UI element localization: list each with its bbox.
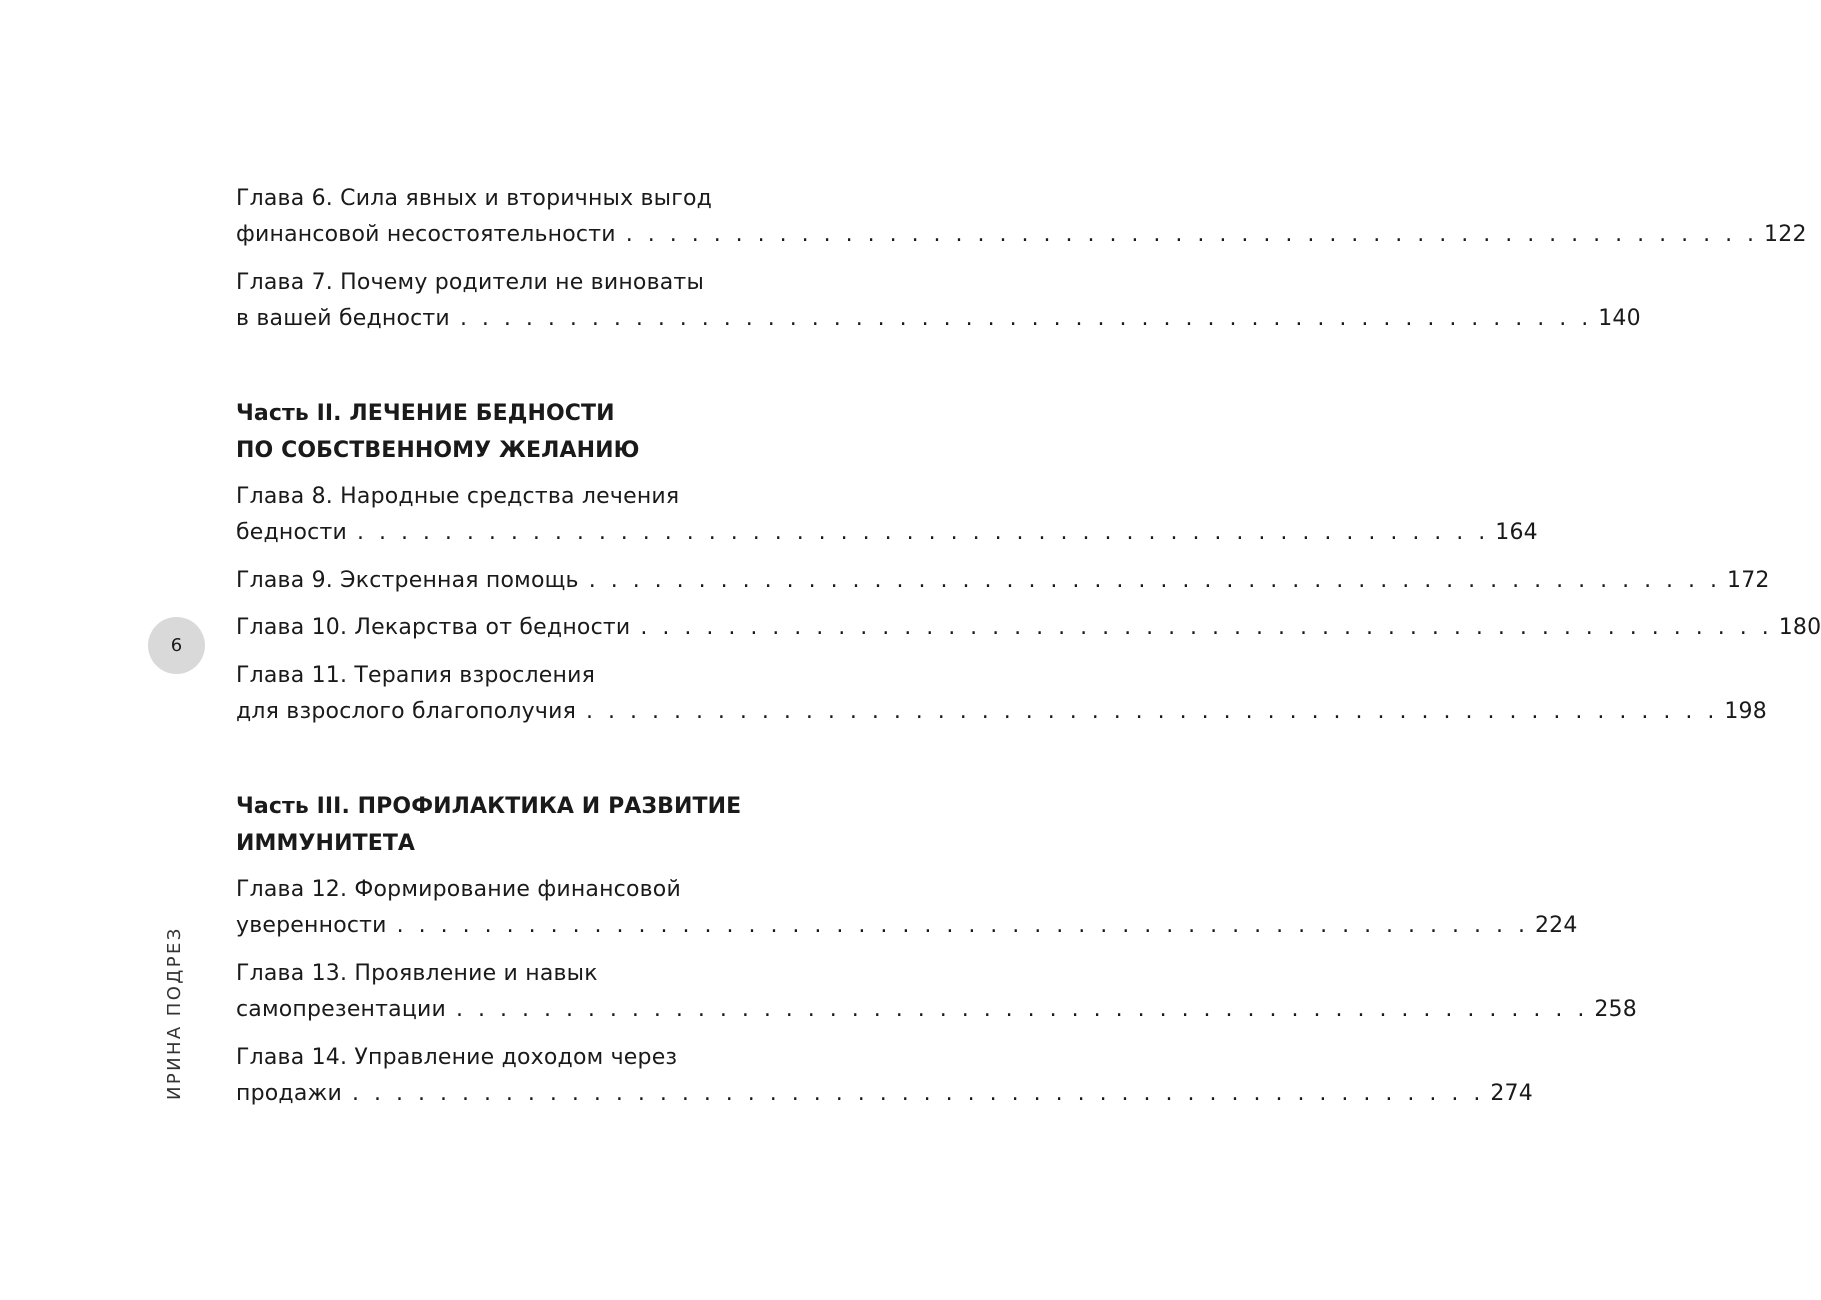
chapter-title-end bbox=[236, 992, 1637, 1028]
chapter-title-continued: финансовой несостоятельности bbox=[236, 222, 616, 247]
toc-entry-chapter-14 bbox=[236, 1040, 1533, 1112]
chapter-title-end bbox=[236, 908, 1578, 944]
toc-entry-chapter-7 bbox=[236, 265, 1641, 337]
dot-leader: . . . . . . . . . . . . . . . . . . . . . . . . . . . . . . . . . . . . . . . . . . . . . . . . . . . . bbox=[640, 615, 1773, 640]
toc-entry-chapter-13 bbox=[236, 956, 1637, 1028]
dot-leader: . . . . . . . . . . . . . . . . . . . . . . . . . . . . . . . . . . . . . . . . . . . . . . . . . . . . bbox=[588, 568, 1722, 593]
chapter-title-end bbox=[236, 515, 1538, 551]
chapter-title-continued: для взрослого благополучия bbox=[236, 699, 577, 724]
part-title-continued: ИММУНИТЕТА bbox=[236, 831, 416, 856]
page-number: 140 bbox=[1598, 306, 1641, 331]
chapter-title-continued: самопрезентации bbox=[236, 997, 447, 1022]
part-title: Часть III. ПРОФИЛАКТИКА И РАЗВИТИЕ bbox=[236, 794, 742, 819]
chapter-title: Глава 6. Сила явных и вторичных выгод bbox=[236, 186, 713, 211]
chapter-title: Глава 8. Народные средства лечения bbox=[236, 484, 680, 509]
toc-entry-chapter-12 bbox=[236, 872, 1578, 944]
chapter-title: Глава 12. Формирование финансовой bbox=[236, 877, 681, 902]
part-title-continued: ПО СОБСТВЕННОМУ ЖЕЛАНИЮ bbox=[236, 438, 640, 463]
part-heading-3 bbox=[236, 788, 796, 862]
dot-leader: . . . . . . . . . . . . . . . . . . . . . . . . . . . . . . . . . . . . . . . . . . . . . . . . . . . . bbox=[356, 520, 1490, 545]
toc-entry-chapter-9 bbox=[236, 563, 1770, 599]
toc-entry-chapter-11 bbox=[236, 658, 1767, 730]
chapter-title: Глава 7. Почему родители не виноваты bbox=[236, 270, 705, 295]
page-number: 198 bbox=[1724, 699, 1767, 724]
page-number-badge bbox=[148, 617, 205, 674]
toc-entry-chapter-6 bbox=[236, 181, 1807, 253]
chapter-title-continued: уверенности bbox=[236, 913, 387, 938]
chapter-title-continued: в вашей бедности bbox=[236, 306, 450, 331]
dot-leader: . . . . . . . . . . . . . . . . . . . . . . . . . . . . . . . . . . . . . . . . . . . . . . . . . . . . bbox=[396, 913, 1529, 938]
page-number: 274 bbox=[1490, 1081, 1533, 1106]
chapter-title: Глава 11. Терапия взросления bbox=[236, 663, 596, 688]
chapter-title: Глава 14. Управление доходом через bbox=[236, 1045, 678, 1070]
page-number: 224 bbox=[1534, 913, 1578, 938]
chapter-title-end bbox=[236, 610, 1821, 646]
part-title: Часть II. ЛЕЧЕНИЕ БЕДНОСТИ bbox=[236, 401, 615, 426]
chapter-title: Глава 9. Экстренная помощь bbox=[236, 568, 579, 593]
dot-leader: . . . . . . . . . . . . . . . . . . . . . . . . . . . . . . . . . . . . . . . . . . . . . . . . . . . . bbox=[625, 222, 1759, 247]
chapter-title-end bbox=[236, 694, 1767, 730]
chapter-title-end bbox=[236, 217, 1807, 253]
dot-leader: . . . . . . . . . . . . . . . . . . . . . . . . . . . . . . . . . . . . . . . . . . . . . . . . . . . . bbox=[586, 699, 1719, 724]
chapter-title-end bbox=[236, 563, 1770, 599]
dot-leader: . . . . . . . . . . . . . . . . . . . . . . . . . . . . . . . . . . . . . . . . . . . . . . . . . . . . bbox=[459, 306, 1593, 331]
toc-entry-chapter-10 bbox=[236, 610, 1821, 646]
chapter-title-end bbox=[236, 301, 1641, 337]
dot-leader: . . . . . . . . . . . . . . . . . . . . . . . . . . . . . . . . . . . . . . . . . . . . . . . . . . . . bbox=[456, 997, 1589, 1022]
running-head-author: ИРИНА ПОДРЕЗ bbox=[164, 926, 185, 1100]
page-number: 172 bbox=[1727, 568, 1770, 593]
chapter-title-end bbox=[236, 1076, 1533, 1112]
page-number: 122 bbox=[1764, 222, 1807, 247]
page-number-text: 6 bbox=[170, 635, 183, 656]
toc-entry-chapter-8 bbox=[236, 479, 1538, 551]
chapter-title: Глава 13. Проявление и навык bbox=[236, 961, 598, 986]
chapter-title-continued: бедности bbox=[236, 520, 347, 545]
chapter-title: Глава 10. Лекарства от бедности bbox=[236, 615, 631, 640]
dot-leader: . . . . . . . . . . . . . . . . . . . . . . . . . . . . . . . . . . . . . . . . . . . . . . . . . . . . bbox=[352, 1081, 1485, 1106]
chapter-title-continued: продажи bbox=[236, 1081, 343, 1106]
part-heading-2 bbox=[236, 395, 796, 469]
page-number: 180 bbox=[1778, 615, 1821, 640]
page-number: 164 bbox=[1495, 520, 1538, 545]
page-number: 258 bbox=[1594, 997, 1637, 1022]
